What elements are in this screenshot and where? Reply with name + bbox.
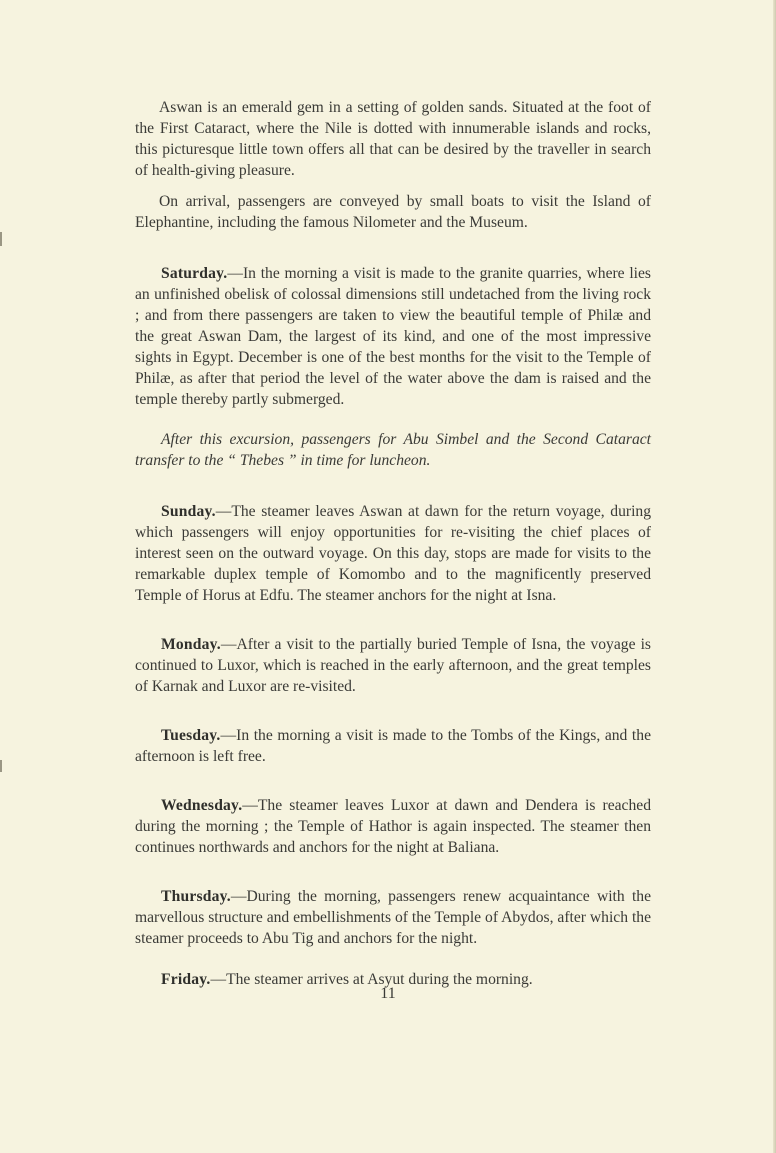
day-text: —The steamer leaves Luxor at dawn and Dendera is reached during the morning ; the Temple of Hathor is again inspected. The steamer then continues northwards and anchors for the night at Baliana. <box>135 797 651 856</box>
day-name: Thursday. <box>161 888 231 905</box>
intro-paragraph: Aswan is an emerald gem in a setting of golden sands. Situated at the foot of the First Cataract, where the Nile is dotted with innumerable islands and rocks, this picturesque little town offers all that can be desired by the traveller in search of health-giving pleasure. <box>135 99 651 179</box>
day-text: —In the morning a visit is made to the Tombs of the Kings, and the afternoon is left free. <box>135 727 651 765</box>
day-entry-tuesday <box>135 725 651 767</box>
transfer-note: After this excursion, passengers for Abu Simbel and the Second Cataract transfer to the “ Thebes ” in time for luncheon. <box>135 431 651 469</box>
day-name: Sunday. <box>161 503 216 520</box>
day-name: Monday. <box>161 636 221 653</box>
day-entry-monday <box>135 634 651 697</box>
day-text: —The steamer leaves Aswan at dawn for the return voyage, during which passengers will enjoy opportunities for re-visiting the chief places of interest seen on the outward voyage. On this day, stops are made for visits to the remarkable duplex temple of Komombo and to the magnificently preserved Temple of Horus at Edfu. The steamer anchors for the night at Isna. <box>135 503 651 604</box>
intro-paragraph: On arrival, passengers are conveyed by small boats to visit the Island of Elephantine, including the famous Nilometer and the Museum. <box>135 193 651 231</box>
binding-mark <box>0 760 2 772</box>
page-number: 11 <box>380 985 396 1002</box>
day-entry-sunday <box>135 501 651 606</box>
page-body <box>135 97 651 990</box>
day-text: —After a visit to the partially buried Temple of Isna, the voyage is continued to Luxor, which is reached in the early afternoon, and the great temples of Karnak and Luxor are re-visited. <box>135 636 651 695</box>
day-name: Saturday. <box>161 265 228 282</box>
day-entry-wednesday <box>135 795 651 858</box>
day-entry-thursday <box>135 886 651 949</box>
day-entry-saturday <box>135 263 651 410</box>
day-text: —The steamer arrives at Asyut during the morning. <box>210 971 533 988</box>
day-name: Wednesday. <box>161 797 243 814</box>
day-name: Tuesday. <box>161 727 221 744</box>
binding-mark <box>0 232 2 246</box>
day-name: Friday. <box>161 971 211 988</box>
day-text: —In the morning a visit is made to the granite quarries, where lies an unfinished obelisk of colossal dimensions still undetached from the living rock ; and from there passengers are taken to view the beautiful temple of Philæ and the great Aswan Dam, the largest of its kind, and one of the most impressive sights in Egypt. December is one of the best months for the visit to the Temple of Philæ, as after that period the level of the water above the dam is raised and the temple thereby partly submerged. <box>135 265 651 408</box>
day-text: —During the morning, passengers renew acquaintance with the marvellous structure and embellishments of the Temple of Abydos, after which the steamer proceeds to Abu Tig and anchors for the night. <box>135 888 651 947</box>
